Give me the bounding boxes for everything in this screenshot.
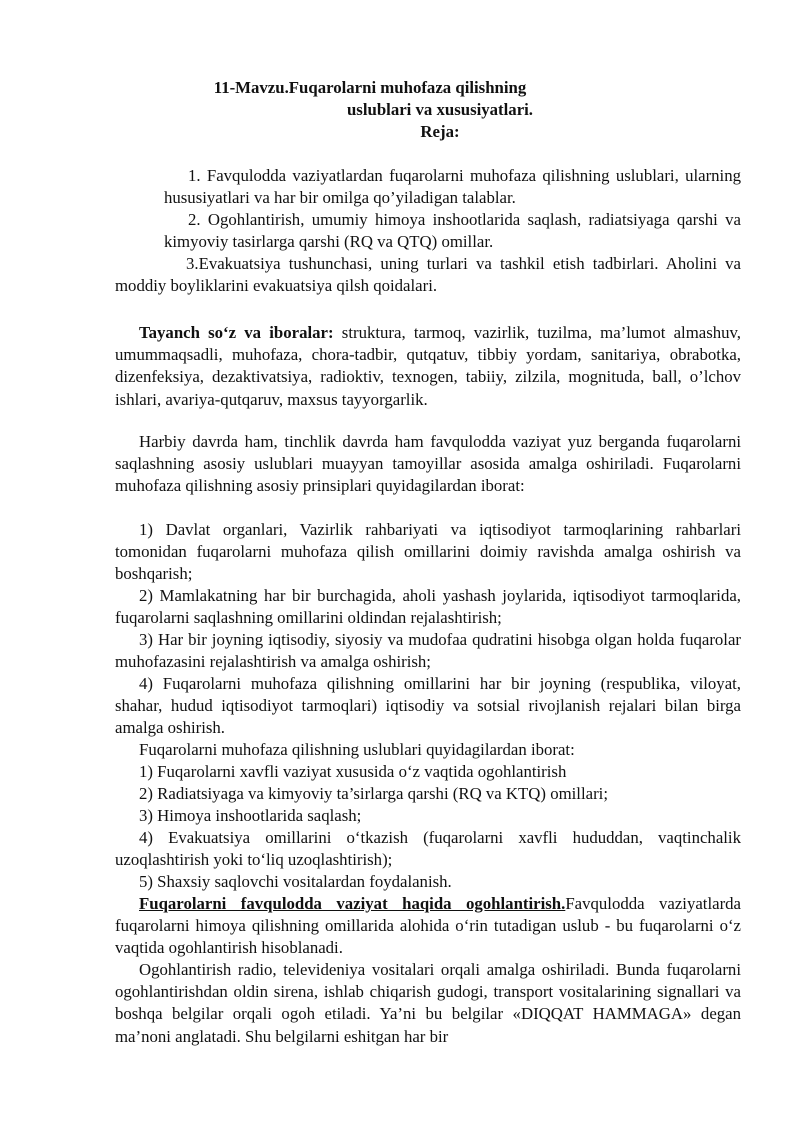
principle-item: 1) Davlat organlari, Vazirlik rahbariyati va iqtisodiyot tarmoqlarining rahbarlari tomonidan fuqarolarni muhofaza qilish omillarini doimiy ravishda amalga oshirish va boshqarish;	[115, 520, 741, 584]
page-subtitle: uslublari va xususiyatlari.	[346, 100, 534, 119]
principle-item: 2) Mamlakatning har bir burchagida, aholi yashash joylarida, iqtisodiyot tarmoqlarida, fuqarolarni saqlashning omillarini oldindan rejalashtirish;	[115, 586, 741, 628]
method-item: 3) Himoya inshootlarida saqlash;	[139, 806, 362, 825]
method-item: 2) Radiatsiyaga va kimyoviy ta’sirlarga qarshi (RQ va KTQ) omillari;	[139, 784, 608, 803]
warning-heading: Fuqarolarni favqulodda vaziyat haqida ogohlantirish.	[139, 894, 566, 913]
page-title: 11-Mavzu.Fuqarolarni muhofaza qilishning	[213, 78, 527, 97]
body-paragraph: Ogohlantirish radio, televideniya vositalari orqali amalga oshiriladi. Bunda fuqarolarni ogohlantirishdan oldin sirena, ishlab chiqarish gudogi, transport vositalarining signallari va boshqa belgilar orqali ogoh etiladi. Ya’ni bu belgilar «DIQQAT HAMMAGA» degan ma’noni anglatadi. Shu belgilarni eshitgan har bir	[115, 960, 741, 1046]
method-item: 4) Evakuatsiya omillarini o‘tkazish (fuqarolarni xavfli hududdan, vaqtinchalik uzoqlashtirish yoki to‘liq uzoqlashtirish);	[115, 828, 741, 870]
plan-heading: Reja:	[420, 122, 460, 141]
body-paragraph: Harbiy davrda ham, tinchlik davrda ham favqulodda vaziyat yuz berganda fuqarolarni saqlashning asosiy uslublari muayyan tamoyillar asosida amalga oshiriladi. Fuqarolarni muhofaza qilishning asosiy prinsiplari quyidagilardan iborat:	[115, 432, 741, 496]
method-item: 5) Shaxsiy saqlovchi vositalardan foydalanish.	[139, 872, 452, 891]
principle-item: 4) Fuqarolarni muhofaza qilishning omillarini har bir joyning (respublika, viloyat, shahar, hudud iqtisodiyot tarmoqlari) iqtisodiy va sotsial rivojlanish rejalari bilan birga amalga oshirish.	[115, 674, 741, 738]
methods-intro: Fuqarolarni muhofaza qilishning uslublari quyidagilardan iborat:	[139, 740, 575, 759]
keywords-label: Tayanch so‘z va iboralar:	[139, 323, 334, 342]
method-item: 1) Fuqarolarni xavfli vaziyat xususida o‘z vaqtida ogohlantirish	[139, 762, 567, 781]
warning-paragraph	[115, 893, 741, 960]
plan-item: 1. Favqulodda vaziyatlardan fuqarolarni muhofaza qilishning uslublari, ularning hususiyatlari va har bir omilga qo’yiladigan talablar.	[164, 166, 741, 208]
keywords-paragraph	[115, 322, 741, 411]
keywords-text: struktura, tarmoq, vazirlik, tuzilma, ma’lumot almashuv, umummaqsadli, muhofaza, chora-tadbir, qutqatuv, tibbiy yordam, sanitariya, obrabotka, dizenfeksiya, dezaktivatsiya, radioktiv, texnogen, tabiiy, zilzila, mognituda, ball, o’lchov ishlari, avariya-qutqaruv, maxsus tayyorgarlik.	[115, 323, 742, 409]
plan-item: 2. Ogohlantirish, umumiy himoya inshootlarida saqlash, radiatsiyaga qarshi va kimyoviy tasirlarga qarshi (RQ va QTQ) omillar.	[164, 210, 741, 252]
plan-item: 3.Evakuatsiya tushunchasi, uning turlari va tashkil etish tadbirlari. Aholini va moddiy boyliklarini evakuatsiya qilsh qoidalari.	[115, 254, 741, 296]
principle-item: 3) Har bir joyning iqtisodiy, siyosiy va mudofaa qudratini hisobga olgan holda fuqarolar muhofazasini rejalashtirish va amalga oshirish;	[115, 630, 741, 672]
warning-text: Favqulodda vaziyatlarda fuqarolarni himoya qilishning omillarida alohida o‘rin tutadigan uslub - bu fuqarolarni o‘z vaqtida ogohlantirish hisoblanadi.	[115, 894, 742, 958]
